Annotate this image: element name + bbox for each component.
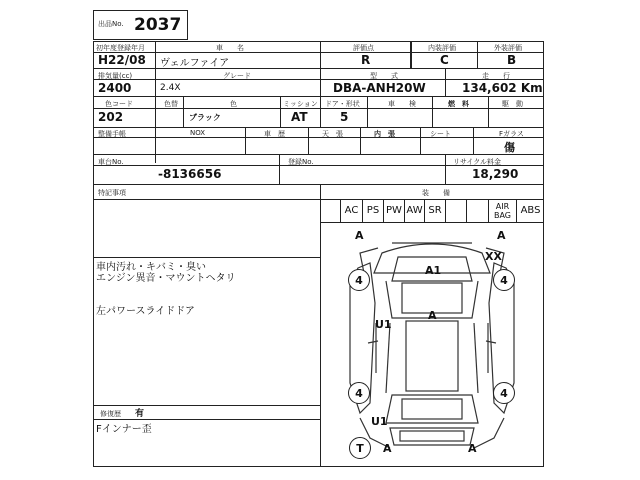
model-label: 型 式 xyxy=(370,72,398,80)
mileage-label: 走 行 xyxy=(482,72,510,80)
spare-tyre: T xyxy=(349,437,371,459)
color-value: ブラック xyxy=(189,113,221,122)
color-code-value: 202 xyxy=(98,110,124,124)
tyre-front-right: 4 xyxy=(493,269,515,291)
name-value: ヴェルファイア xyxy=(160,58,230,69)
score-label: 評価点 xyxy=(353,44,374,52)
grade-value: 2.4X xyxy=(160,83,181,93)
equip-aw: AW xyxy=(404,200,424,222)
recycle-value: 18,290 xyxy=(472,167,519,181)
fuel-label: 燃 料 xyxy=(448,100,469,108)
mark-roof: A xyxy=(428,309,437,322)
repair-note: Fインナー歪 xyxy=(96,424,152,435)
mark-front-left: A xyxy=(355,229,364,242)
mark-front-right-fender: XX xyxy=(485,250,502,263)
inspection-label: 車 検 xyxy=(388,100,416,108)
mark-rear-bumper-right: A xyxy=(468,442,477,455)
equipment-label: 装 備 xyxy=(422,189,450,197)
reg-label: 登録No. xyxy=(288,158,314,166)
doors-value: 5 xyxy=(340,110,349,124)
repair-value: 有 xyxy=(135,409,145,419)
chassis-label: 車台No. xyxy=(98,158,124,166)
color-label: 色 xyxy=(230,100,237,108)
mileage-value: 134,602 Km xyxy=(462,81,543,95)
lot-number: 2037 xyxy=(134,15,182,35)
mark-front-right: A xyxy=(497,229,506,242)
chassis-value: -8136656 xyxy=(158,167,222,181)
seat-label: シート xyxy=(430,130,451,138)
year-label: 初年度登録年月 xyxy=(96,44,145,52)
displacement-value: 2400 xyxy=(98,81,132,95)
equip-airbag: AIR BAG xyxy=(488,200,516,222)
model-value: DBA-ANH20W xyxy=(333,81,426,95)
repair-label: 修復歴 xyxy=(100,410,121,418)
history-label: 車 歴 xyxy=(264,130,285,138)
tyre-front-left: 4 xyxy=(348,269,370,291)
score-value: R xyxy=(361,53,371,67)
interior-value: C xyxy=(440,53,449,67)
equip-ac: AC xyxy=(340,200,362,222)
tyre-rear-right: 4 xyxy=(493,382,515,404)
mark-hood: A1 xyxy=(425,264,442,277)
exterior-label: 外装評価 xyxy=(494,44,522,52)
exterior-value: B xyxy=(507,53,517,67)
glass-value: 傷 xyxy=(504,141,515,154)
doors-label: ドア・形状 xyxy=(325,100,360,108)
mission-label: ミッション xyxy=(283,100,318,108)
mark-rear-left: U1 xyxy=(371,415,388,428)
recycle-label: リサイクル料金 xyxy=(453,158,502,166)
mark-left-side: U1 xyxy=(375,318,392,331)
color-code-label: 色コード xyxy=(105,100,133,108)
lot-label: 出品No. xyxy=(98,20,124,28)
interior-trim-label: 内 張 xyxy=(374,130,395,138)
equip-pw: PW xyxy=(383,200,404,222)
lot-box xyxy=(93,10,188,40)
name-label: 車 名 xyxy=(216,44,244,52)
displacement-label: 排気量(cc) xyxy=(98,72,133,80)
equip-blank-1 xyxy=(445,200,466,222)
interior-label: 内装評価 xyxy=(428,44,456,52)
equip-abs: ABS xyxy=(516,200,544,222)
car-diagram xyxy=(320,223,544,467)
glass-label: Fガラス xyxy=(499,130,524,138)
sunroof-label: 天 張 xyxy=(322,130,343,138)
nox-label: NOX xyxy=(190,129,206,137)
manual-label: 整備手帳 xyxy=(98,130,126,138)
note-line-1: 車内汚れ・キバミ・臭い xyxy=(96,262,206,273)
special-notes-label: 特記事項 xyxy=(98,189,126,197)
equip-ps: PS xyxy=(362,200,383,222)
note-line-2: エンジン異音・マウントヘタリ xyxy=(96,273,236,284)
color-change-label: 色替 xyxy=(164,100,178,108)
mark-rear-bumper-left: A xyxy=(383,442,392,455)
grade-label: グレード xyxy=(223,72,251,80)
year-value: H22/08 xyxy=(98,53,146,67)
note-line-4: 左パワースライドドア xyxy=(96,306,195,317)
equip-blank-2 xyxy=(466,200,488,222)
equip-sr: SR xyxy=(424,200,445,222)
drive-label: 駆 動 xyxy=(502,100,523,108)
mission-value: AT xyxy=(291,110,308,124)
tyre-rear-left: 4 xyxy=(348,382,370,404)
